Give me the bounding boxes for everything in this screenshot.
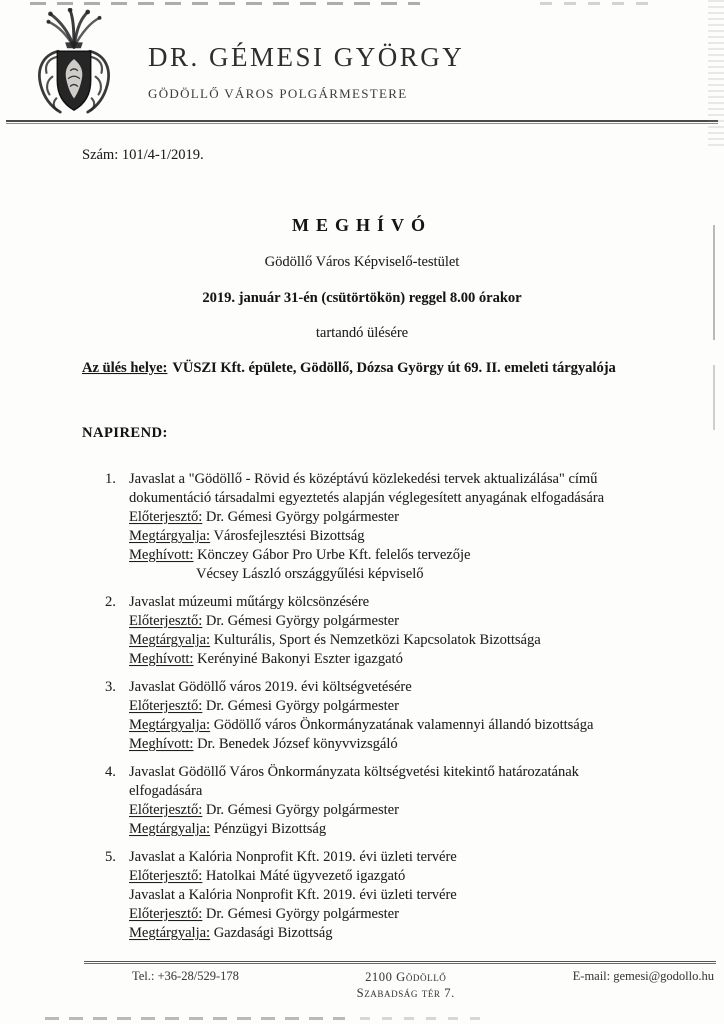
- scan-artifact-bottom: [45, 1017, 345, 1020]
- agenda-line-label: Megtárgyalja:: [129, 925, 211, 941]
- agenda-line-label: Előterjesztő:: [129, 868, 203, 884]
- meeting-location: [82, 359, 642, 378]
- agenda-line-label: Előterjesztő:: [129, 509, 203, 525]
- invitation-body-line: Gödöllő Város Képviselő-testület: [264, 254, 460, 270]
- agenda-list: [82, 470, 642, 943]
- agenda-line-labeled: Előterjesztő: Hatolkai Máté ügyvezető igazgató: [129, 868, 406, 884]
- footer-divider: [84, 961, 716, 964]
- agenda-line-label: Megtárgyalja:: [129, 632, 211, 648]
- agenda-line: Vécsey László országgyűlési képviselő: [196, 566, 424, 582]
- agenda-line-labeled: Megtárgyalja: Városfejlesztési Bizottság: [129, 528, 365, 544]
- agenda-line-labeled: Előterjesztő: Dr. Gémesi György polgármester: [129, 906, 399, 922]
- footer-address: [357, 969, 455, 1001]
- agenda-line-labeled: Meghívott: Kerényiné Bakonyi Eszter igazgató: [129, 651, 403, 667]
- agenda-item: [105, 470, 642, 584]
- agenda-line-label: Meghívott:: [129, 547, 194, 563]
- agenda-line-labeled: Megtárgyalja: Gazdasági Bizottság: [129, 925, 333, 941]
- footer: [84, 969, 714, 1001]
- reference-number: Szám: 101/4-1/2019.: [82, 147, 204, 163]
- agenda-line-label: Meghívott:: [129, 736, 194, 752]
- agenda-line-labeled: Megtárgyalja: Kulturális, Sport és Nemzetközi Kapcsolatok Bizottsága: [129, 632, 541, 648]
- agenda-line: Javaslat a Kalória Nonprofit Kft. 2019. évi üzleti tervére: [129, 849, 457, 865]
- agenda-line-label: Meghívott:: [129, 651, 194, 667]
- document-body: [82, 122, 642, 952]
- agenda-item: [105, 593, 642, 669]
- footer-address-line1: 2100 Gödöllő: [365, 970, 447, 984]
- document-title: MEGHÍVÓ: [291, 215, 432, 235]
- meeting-location-text: VÜSZI Kft. épülete, Gödöllő, Dózsa György út 69. II. emeleti tárgyalója: [172, 360, 616, 376]
- agenda-item-number: 2.: [105, 594, 116, 610]
- agenda-item-body: [129, 848, 642, 943]
- letterhead-subtitle: GÖDÖLLŐ VÁROS POLGÁRMESTERE: [148, 86, 408, 101]
- coat-of-arms-icon: [30, 8, 118, 118]
- letterhead: [0, 0, 724, 122]
- agenda-line-labeled: Előterjesztő: Dr. Gémesi György polgármester: [129, 802, 399, 818]
- agenda-line-labeled: Előterjesztő: Dr. Gémesi György polgármester: [129, 698, 399, 714]
- agenda-item-body: [129, 593, 642, 669]
- scan-artifact-right: [713, 225, 715, 340]
- agenda-item: [105, 678, 642, 754]
- scan-artifact-bottom: [360, 1017, 490, 1020]
- agenda-line-label: Megtárgyalja:: [129, 821, 211, 837]
- agenda-item-number: 3.: [105, 679, 116, 695]
- letterhead-name: DR. GÉMESI GYÖRGY: [148, 42, 465, 72]
- footer-phone: Tel.: +36-28/529-178: [132, 969, 239, 983]
- agenda-line-label: Előterjesztő:: [129, 613, 203, 629]
- footer-email: E-mail: gemesi@godollo.hu: [572, 969, 714, 983]
- agenda-item-body: [129, 470, 642, 584]
- agenda-line-labeled: Megtárgyalja: Gödöllő város Önkormányzatának valamennyi állandó bizottsága: [129, 717, 594, 733]
- agenda-line-labeled: Előterjesztő: Dr. Gémesi György polgármester: [129, 613, 399, 629]
- agenda-line-label: Előterjesztő:: [129, 906, 203, 922]
- agenda-line-label: Előterjesztő:: [129, 698, 203, 714]
- agenda-item-number: 5.: [105, 849, 116, 865]
- invitation-purpose-line: tartandó ülésére: [315, 325, 409, 341]
- agenda-line: Javaslat a Kalória Nonprofit Kft. 2019. évi üzleti tervére: [129, 887, 457, 903]
- agenda-line: Javaslat múzeumi műtárgy kölcsönzésére: [129, 594, 370, 610]
- agenda-line: Javaslat Gödöllő város 2019. évi költségvetésére: [129, 679, 412, 695]
- agenda-item: [105, 848, 642, 943]
- agenda-line-label: Megtárgyalja:: [129, 717, 211, 733]
- invitation-datetime-line: 2019. január 31-én (csütörtökön) reggel 8.00 órakor: [202, 290, 522, 306]
- agenda-line: Javaslat a "Gödöllő - Rövid és középtávú közlekedési tervek aktualizálása" című dokumentáció társadalmi egyeztetés alapján véglegesített anyagának elfogadására: [129, 471, 605, 506]
- meeting-location-label: Az ülés helye:: [82, 360, 168, 376]
- agenda-item-number: 4.: [105, 764, 116, 780]
- agenda-line-labeled: Meghívott: Dr. Benedek József könyvvizsgáló: [129, 736, 398, 752]
- agenda-line-labeled: Megtárgyalja: Pénzügyi Bizottság: [129, 821, 327, 837]
- footer-address-line2: Szabadság tér 7.: [356, 986, 455, 1000]
- scan-artifact-right: [713, 365, 715, 430]
- agenda-line: Javaslat Gödöllő Város Önkormányzata költségvetési kitekintő határozatának elfogadására: [129, 764, 579, 799]
- agenda-line-label: Előterjesztő:: [129, 802, 203, 818]
- agenda-item: [105, 763, 642, 839]
- agenda-item-body: [129, 763, 642, 839]
- agenda-line-labeled: Előterjesztő: Dr. Gémesi György polgármester: [129, 509, 399, 525]
- agenda-line-labeled: Meghívott: Könczey Gábor Pro Urbe Kft. felelős tervezője: [129, 547, 471, 563]
- agenda-item-number: 1.: [105, 471, 116, 487]
- agenda-line-label: Megtárgyalja:: [129, 528, 211, 544]
- agenda-item-body: [129, 678, 642, 754]
- agenda-heading: NAPIREND:: [82, 425, 168, 441]
